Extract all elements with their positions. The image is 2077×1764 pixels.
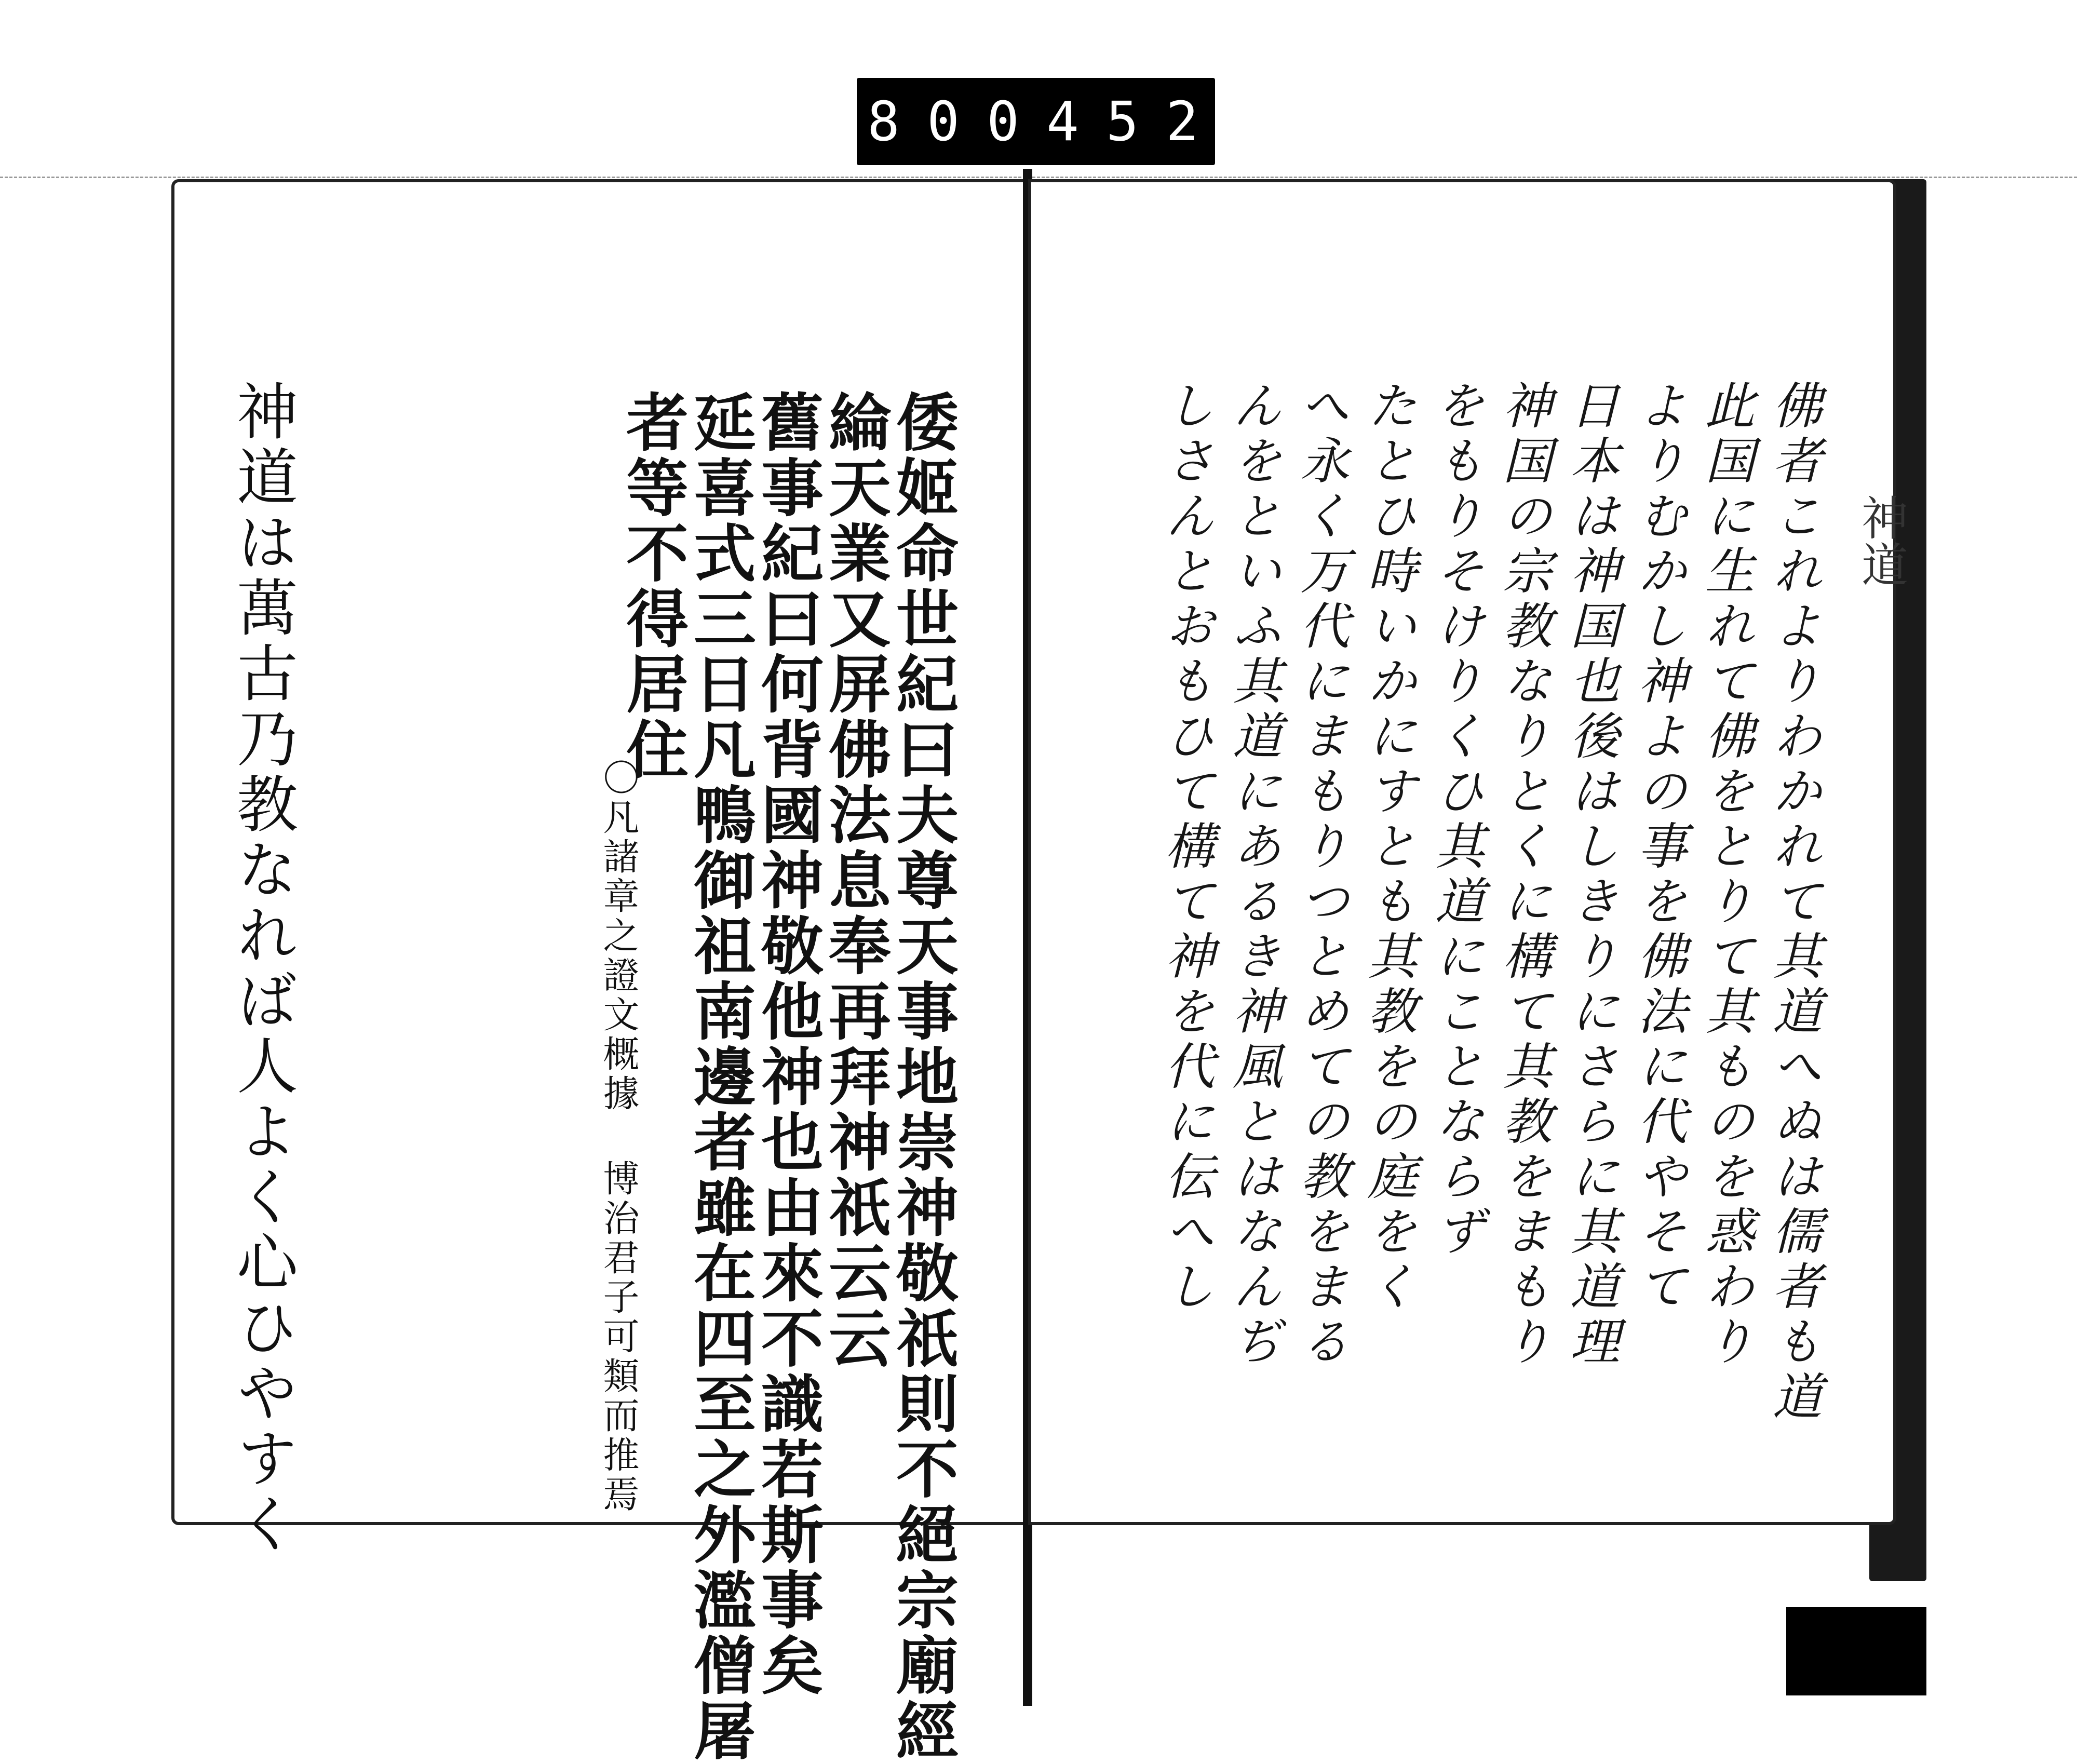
scan-dashed-rule — [0, 177, 2077, 178]
left-page — [171, 179, 1029, 1764]
stamp-digit: 0 — [987, 90, 1026, 153]
kanbun-column-2: 綸天業又屏佛法息奉再拜神祇云云 — [818, 390, 892, 1371]
scan-corner-block — [1786, 1607, 1926, 1695]
handwritten-column-4: 日本は神国也後はしきりにさらに其道理 — [1562, 380, 1620, 1370]
handwritten-column-7: たとひ時いかにすとも其教をの庭をく — [1359, 380, 1418, 1315]
handwritten-column-3: よりむかし神よの事を佛法に代やそて — [1629, 380, 1688, 1315]
kanbun-column-1: 倭姬命世紀曰夫尊天事地崇神敬祇則不絕宗廟經 — [886, 390, 959, 1764]
handwritten-column-10: しさんとおもひて構て神を代に伝へし — [1157, 380, 1215, 1315]
kanbun-column-5: 者等不得居住 — [616, 390, 689, 783]
handwritten-column-5: 神国の宗教なりとくに構て其教をまもり — [1494, 380, 1553, 1370]
open-book — [171, 179, 1926, 1764]
handwritten-column-8: へ永く万代にまもりつとめての教をまる — [1292, 380, 1350, 1370]
handwritten-column-6: をもりそけりくひ其道にことならず — [1427, 380, 1485, 1260]
handwritten-column-2: 此国に生れて佛をとりて其ものを惑わり — [1697, 380, 1755, 1370]
stamp-digit: 0 — [927, 90, 966, 153]
handwritten-column-9: んをといふ其道にあるき神風とはなんぢ — [1224, 380, 1283, 1370]
stamp-digit: 5 — [1106, 90, 1145, 153]
handwritten-column-1: 佛者これよりわかれて其道へぬは儒者も道 — [1764, 380, 1823, 1425]
stamp-digit: 2 — [1166, 90, 1205, 153]
right-page — [1028, 179, 1908, 1525]
archive-number-stamp — [857, 78, 1215, 165]
kanbun-column-3: 舊事紀曰何背國神敬他神也由來不識若斯事矣 — [751, 390, 824, 1699]
kanbun-column-4: 延喜式三日凡鴨御祖南邊者雖在四至之外濫僧屠 — [683, 390, 757, 1764]
header-mark: 神道 — [1853, 494, 1908, 587]
kanbun-note: 〇凡諸章之證文概據 博治君子可類而推焉 — [597, 759, 640, 1515]
stamp-digit: 4 — [1046, 90, 1085, 153]
stamp-digit: 8 — [867, 90, 906, 153]
left-page-handwritten-column: 神道は萬古乃教なれば人よく心ひやすく — [226, 380, 298, 1557]
